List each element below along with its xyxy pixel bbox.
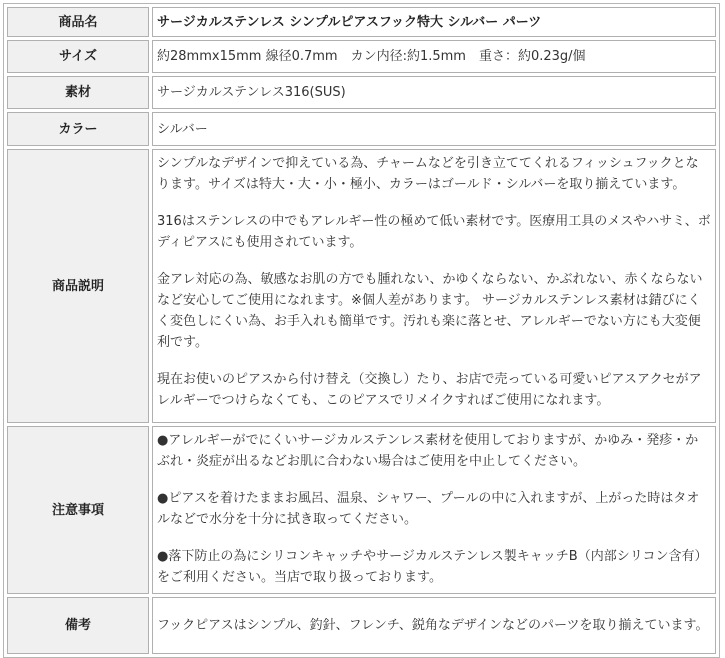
spec-label: 注意事項 (7, 426, 149, 594)
spec-row-description (7, 149, 716, 423)
remarks-value: フックピアスはシンプル、釣針、フレンチ、鋭角なデザインなどのパーツを取り揃えています。 (152, 597, 716, 654)
spec-row-color (7, 112, 716, 146)
description-paragraph: シンプルなデザインで抑えている為、チャームなどを引き立ててくれるフィッシュフックとなります。サイズは特大・大・小・極小、カラーはゴールド・シルバーを取り揃えています。 (157, 156, 699, 192)
notes-cell (152, 426, 716, 594)
spec-label: 備考 (7, 597, 149, 654)
size-value: 約28mmx15mm 線径0.7mm カン内径:約1.5mm 重さ：約0.23g/個 (152, 40, 716, 73)
spec-row-size (7, 40, 716, 73)
color-value: シルバー (152, 112, 716, 146)
description-paragraph: 金アレ対応の為、敏感なお肌の方でも腫れない、かゆくならない、かぶれない、赤くならないなど安心してご使用になれます。※個人差があります。 サージカルステンレス素材は錆びにくく変色しにくい為、お手入れも簡単です。汚れも楽に落とせ、アレルギーでない方にも大変便利です。 (157, 272, 703, 350)
product-name-value: サージカルステンレス シンプルピアスフック特大 シルバー パーツ (152, 7, 716, 37)
spec-row-product-name (7, 7, 716, 37)
description-paragraph: 現在お使いのピアスから付け替え（交換し）たり、お店で売っている可愛いピアスアクセがアレルギーでつけらなくても、このピアスでリメイクすればご使用になれます。 (157, 372, 702, 408)
spec-label: 商品名 (7, 7, 149, 37)
spec-label: サイズ (7, 40, 149, 73)
description-cell (152, 149, 716, 423)
spec-row-notes (7, 426, 716, 594)
description-paragraph: 316はステンレスの中でもアレルギー性の極めて低い素材です。医療用工具のメスやハサミ、ボディピアスにも使用されています。 (157, 214, 711, 250)
spec-row-material (7, 76, 716, 109)
notes-item: ●ピアスを着けたままお風呂、温泉、シャワー、プールの中に入れますが、上がった時はタオルなどで水分を十分に拭き取ってください。 (157, 491, 700, 527)
product-spec-table (3, 3, 720, 658)
spec-label: カラー (7, 112, 149, 146)
notes-item: ●アレルギーがでにくいサージカルステンレス素材を使用しておりますが、かゆみ・発疹・かぶれ・炎症が出るなどお肌に合わない場合はご使用を中止してください。 (157, 433, 699, 469)
spec-label: 素材 (7, 76, 149, 109)
notes-item: ●落下防止の為にシリコンキャッチやサージカルステンレス製キャッチB（内部シリコン含有）をご利用ください。当店で取り扱っております。 (157, 549, 708, 585)
spec-label: 商品説明 (7, 149, 149, 423)
spec-row-remarks (7, 597, 716, 654)
material-value: サージカルステンレス316(SUS) (152, 76, 716, 109)
